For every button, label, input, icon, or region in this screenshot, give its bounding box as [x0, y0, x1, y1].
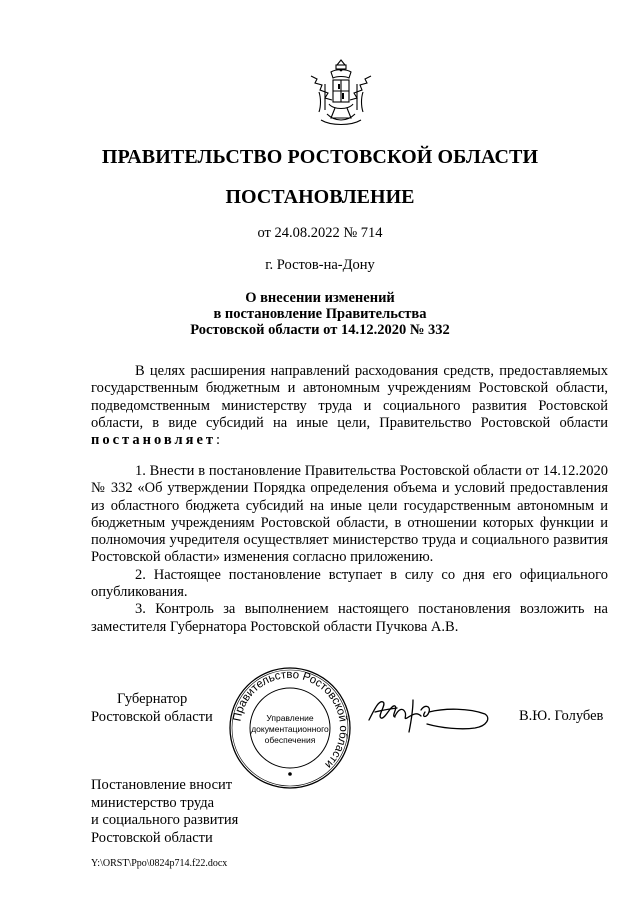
signatory-title	[91, 690, 213, 726]
document-subject	[60, 290, 580, 338]
official-stamp	[228, 666, 352, 790]
stamp-inner-line: Управление	[266, 713, 314, 723]
file-path: Y:\ORST\Ppo\0824p714.f22.docx	[91, 858, 228, 869]
document-date-number: от 24.08.2022 № 714	[257, 225, 383, 241]
resolution-items	[91, 463, 608, 636]
signatory-name: В.Ю. Голубев	[519, 708, 604, 724]
resolution-item: 1. Внести в постановление Правительства Ростовской области от 14.12.2020 № 332 «Об утверждении Порядка определения объема и условий предоставления из областного бюджета субсидий на иные цели государственным автономным и бюджетным учреждениям Ростовской области, в отношении которых функции и полномочия учредителя осуществляет министерство труда и социального развития Ростовской области» изменения согласно приложению.	[91, 463, 608, 566]
handwritten-signature	[365, 690, 495, 735]
stamp-inner-line: обеспечения	[264, 735, 316, 745]
subject-line: в постановление Правительства	[213, 306, 427, 322]
document-type: ПОСТАНОВЛЕНИЕ	[225, 186, 415, 208]
signatory-title-line: Ростовской области	[91, 709, 213, 725]
resolution-item: 3. Контроль за выполнением настоящего постановления возложить на заместителя Губернатора Ростовской области Пучкова А.В.	[91, 601, 608, 635]
document-city: г. Ростов-на-Дону	[265, 257, 375, 273]
submitter-line: Постановление вносит	[91, 777, 233, 793]
subject-line: Ростовской области от 14.12.2020 № 332	[190, 322, 450, 338]
government-title: ПРАВИТЕЛЬСТВО РОСТОВСКОЙ ОБЛАСТИ	[101, 146, 539, 168]
resolution-item: 2. Настоящее постановление вступает в силу со дня его официального опубликования.	[91, 566, 608, 601]
stamp-inner-line: документационного	[251, 724, 329, 734]
stamp-ring-text: Правительство Ростовской области	[231, 668, 350, 771]
coat-of-arms-icon	[305, 58, 377, 128]
resolves-keyword: постановляет	[91, 432, 217, 449]
signatory-title-line: Губернатор	[117, 691, 188, 707]
preamble-text: В целях расширения направлений расходования средств, предоставляемых государственным бюджетным и автономным учреждениям Ростовской области, подведомственным министерству труда и социального развития Ростовской области, в виде субсидий на иные цели, Правительство Ростовской области	[91, 363, 608, 431]
submitter-line: Ростовской области	[91, 829, 213, 846]
submitter-line: министерство труда	[91, 794, 215, 811]
preamble-end: :	[216, 432, 221, 449]
submitter-line: и социального развития	[91, 812, 239, 828]
preamble-paragraph	[91, 363, 608, 449]
subject-line: О внесении изменений	[245, 290, 395, 306]
submitter-note	[91, 777, 238, 847]
